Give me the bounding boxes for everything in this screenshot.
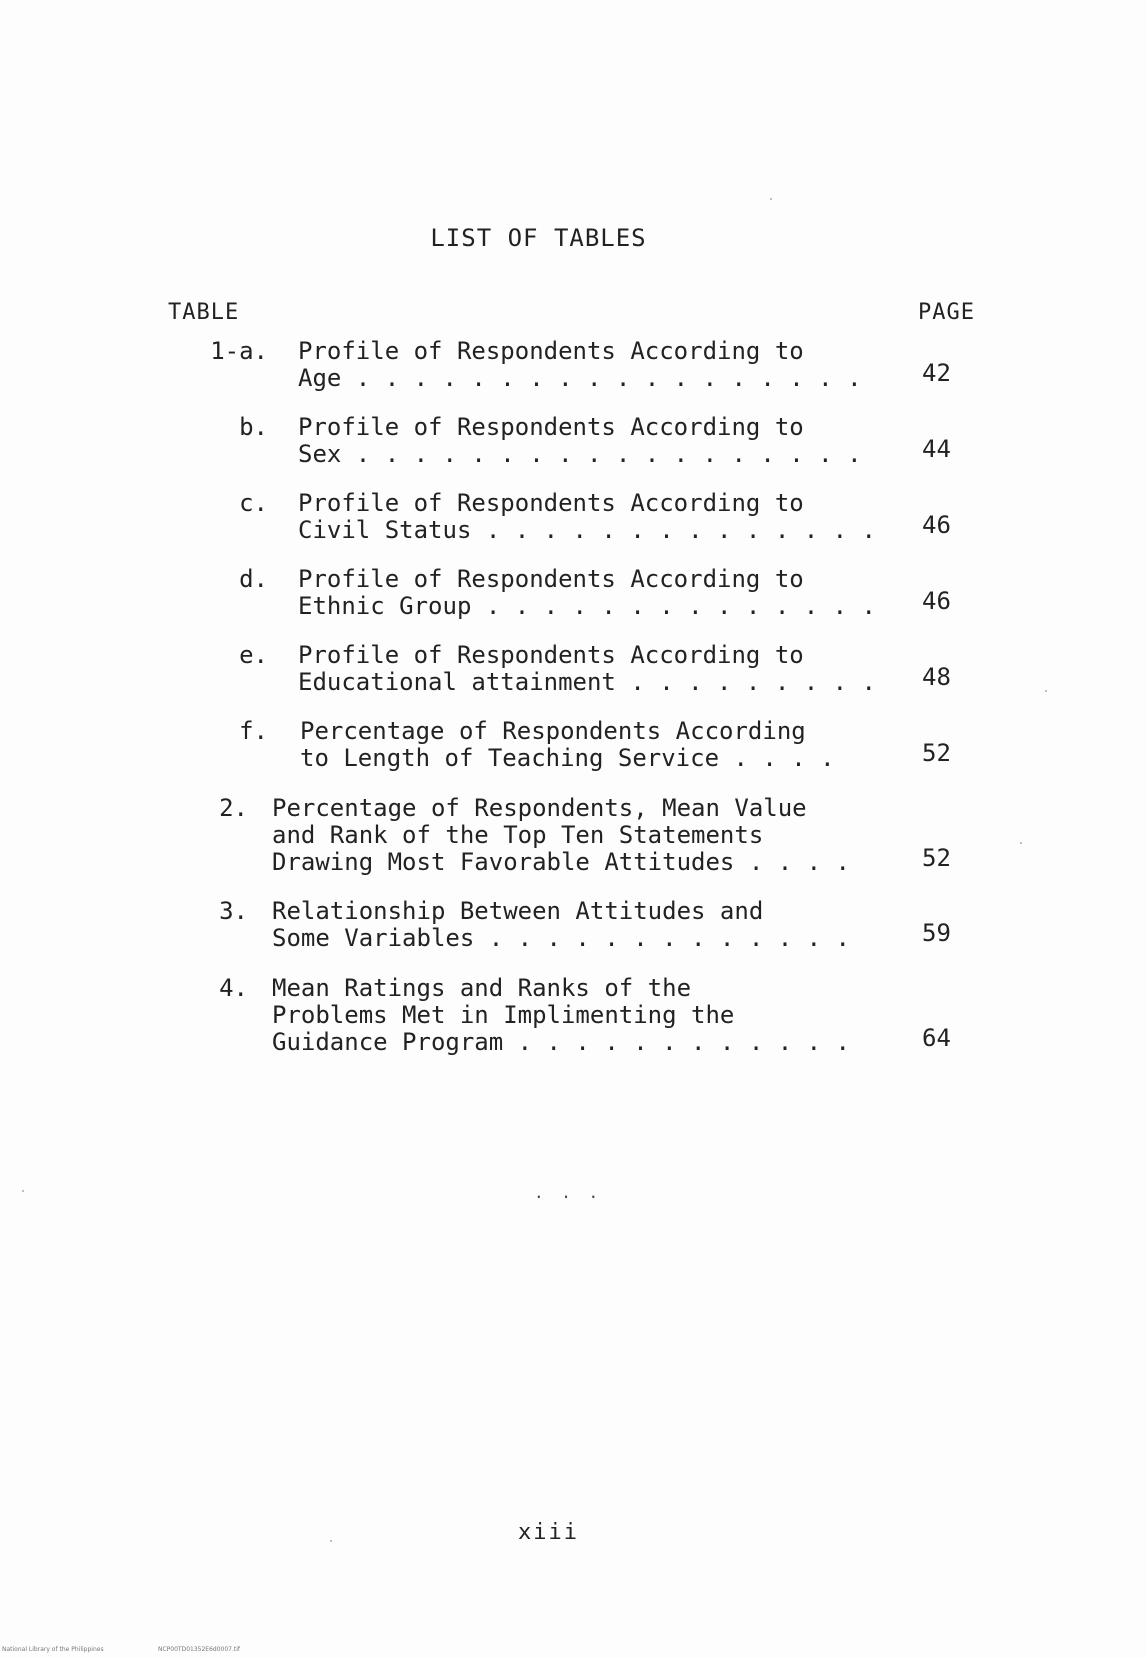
page-column-header: PAGE: [918, 300, 975, 325]
scan-speckle: [770, 198, 772, 200]
entry-page-number: 46: [922, 587, 951, 615]
ornament-dots: . . .: [534, 1183, 603, 1202]
entry-title-line: Drawing Most Favorable Attitudes . . . .: [272, 848, 850, 876]
entry-number: b.: [239, 413, 268, 441]
entry-title-line: Problems Met in Implimenting the: [272, 1001, 735, 1029]
entry-title-line: Civil Status . . . . . . . . . . . . . .: [298, 516, 876, 544]
entry-page-number: 64: [922, 1024, 951, 1052]
entry-title-line: Some Variables . . . . . . . . . . . . .: [272, 924, 850, 952]
footer-file-code: NCP00TD01352E6d0007.tif: [158, 1646, 241, 1653]
entry-number: f.: [239, 717, 268, 745]
entry-number: 1-a.: [210, 337, 268, 365]
entry-page-number: 52: [922, 739, 951, 767]
footer-library-credit: National Library of the Philippines: [2, 1646, 104, 1653]
entry-title-line: Percentage of Respondents According: [300, 717, 806, 745]
entry-title-line: Profile of Respondents According to: [298, 565, 804, 593]
scan-speckle: [1045, 690, 1047, 692]
entry-page-number: 48: [922, 663, 951, 691]
entry-title-line: Sex . . . . . . . . . . . . . . . . . .: [298, 440, 862, 468]
entry-title-line: Guidance Program . . . . . . . . . . . .: [272, 1028, 850, 1056]
entry-page-number: 59: [922, 919, 951, 947]
entry-page-number: 46: [922, 511, 951, 539]
entry-number: 3.: [219, 897, 248, 925]
entry-title-line: Educational attainment . . . . . . . . .: [298, 668, 876, 696]
entry-title-line: Ethnic Group . . . . . . . . . . . . . .: [298, 592, 876, 620]
scan-speckle: [330, 1540, 332, 1542]
entry-title-line: Profile of Respondents According to: [298, 641, 804, 669]
entry-title-line: Profile of Respondents According to: [298, 489, 804, 517]
entry-number: c.: [239, 489, 268, 517]
entry-title-line: Age . . . . . . . . . . . . . . . . . .: [298, 364, 862, 392]
page-folio: xiii: [518, 1520, 579, 1545]
scan-speckle: [1020, 842, 1022, 844]
entry-title-line: and Rank of the Top Ten Statements: [272, 821, 764, 849]
scan-speckle: [22, 1190, 24, 1192]
entry-page-number: 52: [922, 844, 951, 872]
entry-title-line: Mean Ratings and Ranks of the: [272, 974, 692, 1002]
entry-number: d.: [239, 565, 268, 593]
entry-title-line: Profile of Respondents According to: [298, 413, 804, 441]
entry-title-line: to Length of Teaching Service . . . .: [300, 744, 835, 772]
entry-page-number: 44: [922, 435, 951, 463]
entry-title-line: Percentage of Respondents, Mean Value: [272, 794, 807, 822]
entry-title-line: Relationship Between Attitudes and: [272, 897, 764, 925]
page-title: LIST OF TABLES: [430, 224, 647, 252]
table-column-header: TABLE: [168, 300, 240, 325]
entry-page-number: 42: [922, 359, 951, 387]
entry-number: 2.: [219, 794, 248, 822]
entry-number: e.: [239, 641, 268, 669]
entry-title-line: Profile of Respondents According to: [298, 337, 804, 365]
entry-number: 4.: [219, 974, 248, 1002]
